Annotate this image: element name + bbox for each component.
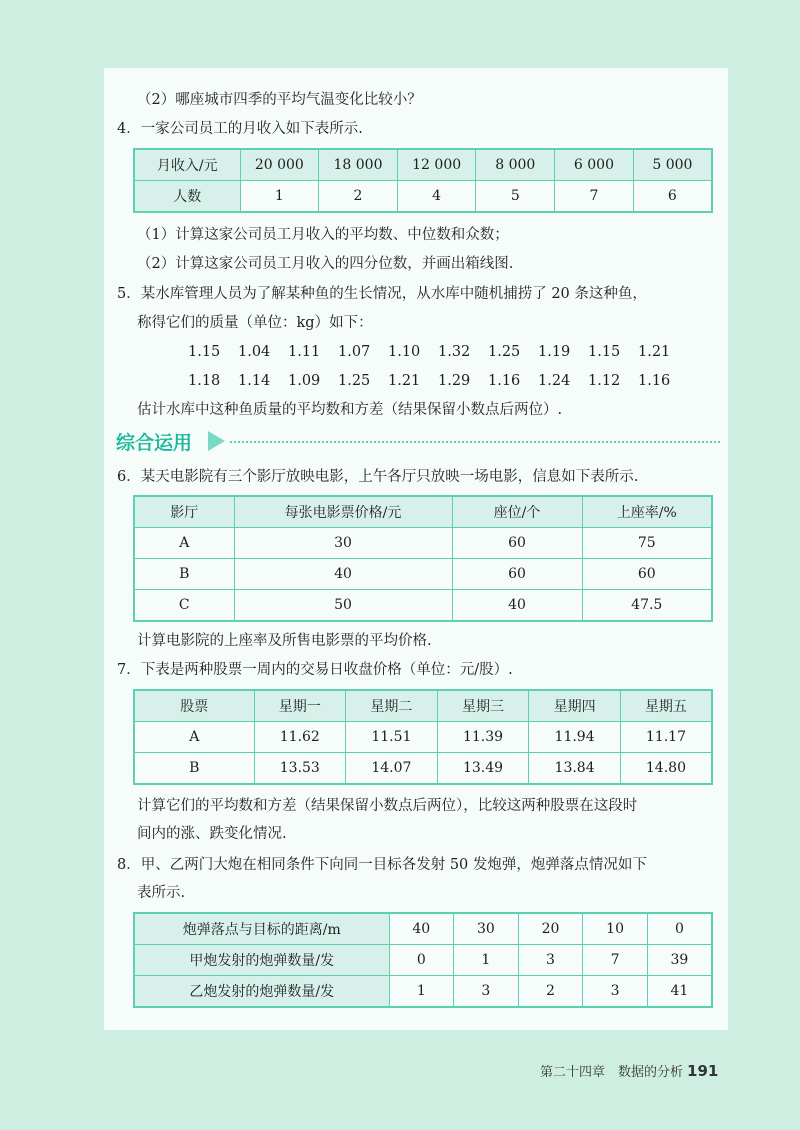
question-5: 5．某水库管理人员为了解某种鱼的生长情况，从水库中随机捕捞了 20 条这种鱼， [117, 286, 647, 302]
fish-weight: 1.15 [588, 344, 621, 360]
table-cell: 6 [633, 181, 712, 213]
table-cell: 7 [583, 945, 648, 976]
table-cell: 11.51 [346, 722, 438, 753]
table-cell: 人数 [134, 181, 240, 213]
table-cell: 5 [476, 181, 555, 213]
table-row [134, 722, 712, 753]
question-7-task: 计算它们的平均数和方差（结果保留小数点后两位），比较这两种股票在这段时 [137, 798, 638, 814]
fish-weight: 1.16 [638, 373, 671, 389]
table-cell: 2 [518, 976, 583, 1008]
table-row [134, 590, 712, 622]
question-6: 6．某天电影院有三个影厅放映电影，上午各厅只放映一场电影，信息如下表所示. [117, 469, 639, 485]
table-cell: 11.17 [620, 722, 712, 753]
table-cell: 11.62 [254, 722, 346, 753]
table-cell: 3 [518, 945, 583, 976]
table-row [134, 753, 712, 785]
table-cell: 13.53 [254, 753, 346, 785]
table-cell: 股票 [134, 690, 254, 722]
fish-weight: 1.15 [188, 344, 221, 360]
table-cell: 星期三 [437, 690, 529, 722]
table-cell: 60 [452, 559, 582, 590]
table-cell: 炮弹落点与目标的距离/m [134, 913, 389, 945]
question-5-continued: 称得它们的质量（单位：kg）如下： [137, 315, 373, 331]
table-row [134, 559, 712, 590]
table-cell: 月收入/元 [134, 149, 240, 181]
table-cell: 星期四 [529, 690, 621, 722]
table-cell: 3 [454, 976, 519, 1008]
table-cell: 30 [454, 913, 519, 945]
fish-weight: 1.21 [388, 373, 421, 389]
table-row [134, 945, 712, 976]
table-cell: 6 000 [555, 149, 634, 181]
income-table [133, 148, 713, 213]
fish-weight: 1.18 [188, 373, 221, 389]
fish-weight: 1.16 [488, 373, 521, 389]
question-8: 8．甲、乙两门大炮在相同条件下向同一目标各发射 50 发炮弹，炮弹落点情况如下 [117, 857, 647, 873]
table-row [134, 528, 712, 559]
fish-weight: 1.14 [238, 373, 271, 389]
table-cell: 40 [389, 913, 454, 945]
fish-weight: 1.07 [338, 344, 371, 360]
table-cell: 75 [582, 528, 712, 559]
table-cell: 18 000 [319, 149, 398, 181]
question-7-task-continued: 间内的涨、跌变化情况. [137, 826, 287, 842]
table-row [134, 181, 712, 213]
section-title: 综合运用 [116, 432, 193, 454]
table-cell: 13.49 [437, 753, 529, 785]
table-cell: 40 [234, 559, 452, 590]
page-footer [540, 1061, 718, 1080]
table-cell: C [134, 590, 234, 622]
fish-weight: 1.04 [238, 344, 271, 360]
table-row [134, 690, 712, 722]
table-cell: 0 [647, 913, 712, 945]
question-4-part-1: （1）计算这家公司员工月收入的平均数、中位数和众数； [137, 227, 509, 243]
stock-table [133, 689, 713, 785]
table-cell: 1 [240, 181, 319, 213]
page-number: 191 [687, 1062, 719, 1080]
table-cell: 14.07 [346, 753, 438, 785]
play-arrow-icon [208, 431, 225, 451]
table-cell: 20 [518, 913, 583, 945]
table-cell: 11.39 [437, 722, 529, 753]
fish-weight: 1.21 [638, 344, 671, 360]
table-cell: 座位/个 [452, 496, 582, 528]
fish-weight: 1.11 [288, 344, 321, 360]
table-cell: 影厅 [134, 496, 234, 528]
table-cell: 40 [452, 590, 582, 622]
table-cell: 30 [234, 528, 452, 559]
section-divider [230, 441, 720, 443]
table-row [134, 913, 712, 945]
question-6-task: 计算电影院的上座率及所售电影票的平均价格. [137, 633, 432, 649]
table-cell: 60 [452, 528, 582, 559]
table-row [134, 976, 712, 1008]
table-cell: 上座率/% [582, 496, 712, 528]
table-cell: 0 [389, 945, 454, 976]
table-cell: 5 000 [633, 149, 712, 181]
fish-weights-row-2 [188, 370, 688, 392]
table-cell: A [134, 528, 234, 559]
table-cell: 星期二 [346, 690, 438, 722]
table-cell: 8 000 [476, 149, 555, 181]
table-cell: 4 [397, 181, 476, 213]
fish-weights-row-1 [188, 341, 688, 363]
table-cell: 13.84 [529, 753, 621, 785]
table-cell: 12 000 [397, 149, 476, 181]
fish-weight: 1.24 [538, 373, 571, 389]
table-cell: 47.5 [582, 590, 712, 622]
table-cell: 甲炮发射的炮弹数量/发 [134, 945, 389, 976]
fish-weight: 1.10 [388, 344, 421, 360]
question-4-part-2: （2）计算这家公司员工月收入的四分位数，并画出箱线图. [137, 256, 514, 272]
table-cell: 60 [582, 559, 712, 590]
table-cell: 乙炮发射的炮弹数量/发 [134, 976, 389, 1008]
question-3-part-2: （2）哪座城市四季的平均气温变化比较小？ [137, 92, 422, 108]
question-4: 4．一家公司员工的月收入如下表所示. [117, 121, 363, 137]
table-cell: A [134, 722, 254, 753]
table-cell: 星期一 [254, 690, 346, 722]
table-cell: 3 [583, 976, 648, 1008]
table-cell: 39 [647, 945, 712, 976]
table-cell: 20 000 [240, 149, 319, 181]
table-cell: 11.94 [529, 722, 621, 753]
fish-weight: 1.19 [538, 344, 571, 360]
chapter-title: 第二十四章 数据的分析 [540, 1065, 684, 1080]
artillery-table [133, 912, 713, 1008]
table-row [134, 496, 712, 528]
table-cell: 14.80 [620, 753, 712, 785]
cinema-table [133, 495, 713, 622]
question-8-continued: 表所示. [137, 885, 186, 901]
table-cell: 1 [454, 945, 519, 976]
table-cell: 每张电影票价格/元 [234, 496, 452, 528]
fish-weight: 1.25 [488, 344, 521, 360]
table-cell: 10 [583, 913, 648, 945]
question-5-task: 估计水库中这种鱼质量的平均数和方差（结果保留小数点后两位）. [137, 402, 563, 418]
table-cell: 2 [319, 181, 398, 213]
table-cell: 50 [234, 590, 452, 622]
table-cell: 7 [555, 181, 634, 213]
table-cell: 1 [389, 976, 454, 1008]
fish-weight: 1.09 [288, 373, 321, 389]
table-cell: 41 [647, 976, 712, 1008]
fish-weight: 1.29 [438, 373, 471, 389]
fish-weight: 1.25 [338, 373, 371, 389]
fish-weight: 1.32 [438, 344, 471, 360]
fish-weight: 1.12 [588, 373, 621, 389]
table-cell: B [134, 753, 254, 785]
table-cell: 星期五 [620, 690, 712, 722]
table-cell: B [134, 559, 234, 590]
table-row [134, 149, 712, 181]
question-7: 7．下表是两种股票一周内的交易日收盘价格（单位：元/股）. [117, 662, 513, 678]
